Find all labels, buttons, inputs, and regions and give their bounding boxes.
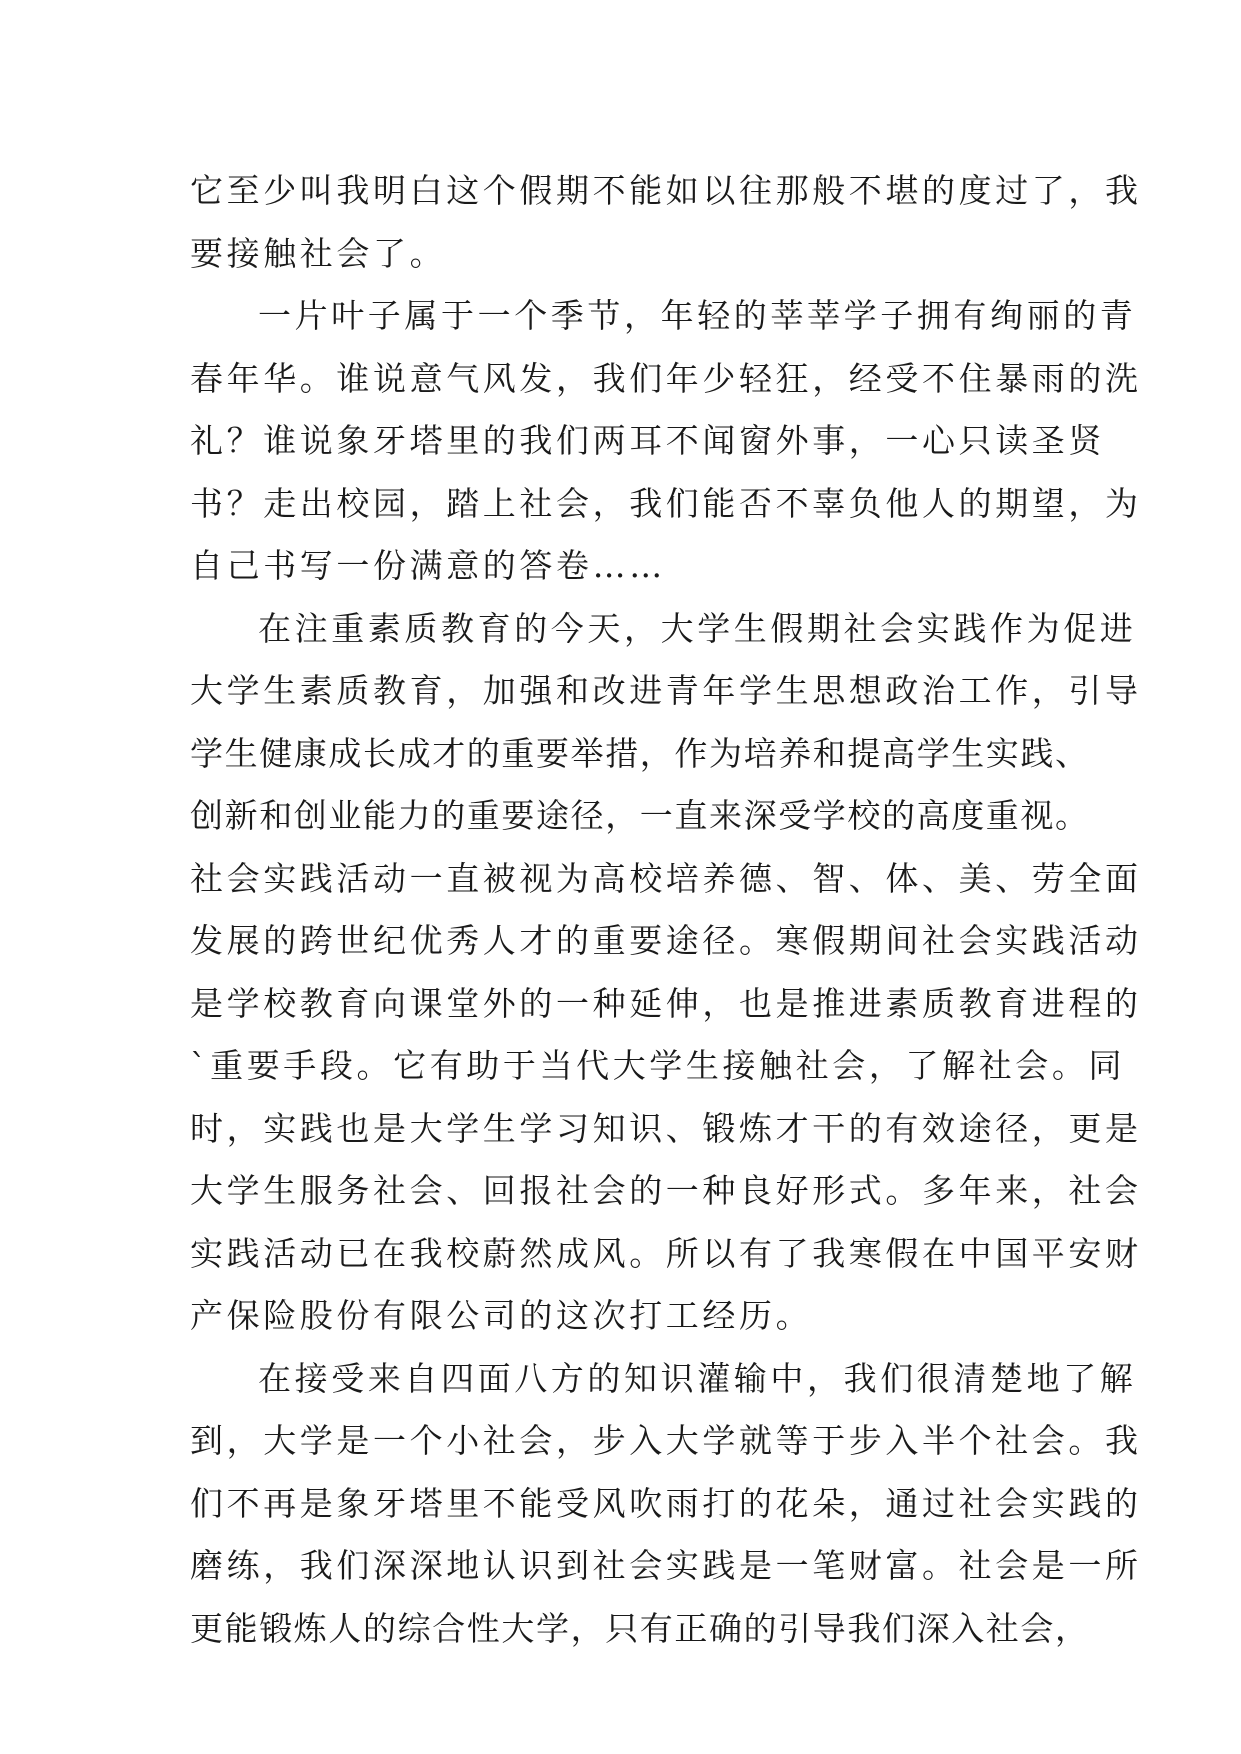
text-line-2: 要接触社会了。 (190, 233, 447, 273)
text-line-22: 们不再是象牙塔里不能受风吹雨打的花朵，通过社会实践的 (190, 1483, 1142, 1523)
text-line-11: 创新和创业能力的重要途径，一直来深受学校的高度重视。 (190, 796, 1090, 835)
text-line-17: 大学生服务社会、回报社会的一种良好形式。多年来，社会 (190, 1171, 1142, 1210)
text-line-23: 磨练，我们深深地认识到社会实践是一笔财富。社会是一所 (190, 1546, 1142, 1585)
text-line-15: `重要手段。它有助于当代大学生接触社会，了解社会。同 (190, 1046, 1126, 1085)
text-line-16: 时，实践也是大学生学习知识、锻炼才干的有效途径，更是 (190, 1108, 1142, 1148)
body-text (190, 160, 1142, 1660)
text-line-24: 更能锻炼人的综合性大学，只有正确的引导我们深入社会， (190, 1608, 1090, 1648)
text-line-14: 是学校教育向课堂外的一种延伸，也是推进素质教育进程的 (190, 983, 1142, 1023)
text-line-6: 书？走出校园，踏上社会，我们能否不辜负他人的期望，为 (190, 483, 1142, 523)
text-line-7: 自己书写一份满意的答卷…… (190, 546, 666, 585)
text-line-21: 到，大学是一个小社会，步入大学就等于步入半个社会。我 (190, 1421, 1142, 1460)
text-line-20: 在接受来自四面八方的知识灌输中，我们很清楚地了解 (258, 1358, 1137, 1398)
text-line-13: 发展的跨世纪优秀人才的重要途径。寒假期间社会实践活动 (190, 921, 1142, 960)
text-line-4: 春年华。谁说意气风发，我们年少轻狂，经受不住暴雨的洗 (190, 358, 1142, 398)
text-line-8: 在注重素质教育的今天，大学生假期社会实践作为促进 (258, 608, 1137, 648)
text-line-12: 社会实践活动一直被视为高校培养德、智、体、美、劳全面 (190, 858, 1142, 898)
text-line-3: 一片叶子属于一个季节，年轻的莘莘学子拥有绚丽的青 (258, 296, 1137, 335)
text-line-19: 产保险股份有限公司的这次打工经历。 (190, 1296, 813, 1335)
text-line-5: 礼？谁说象牙塔里的我们两耳不闻窗外事，一心只读圣贤 (190, 421, 1105, 460)
text-line-1: 它至少叫我明白这个假期不能如以往那般不堪的度过了，我 (190, 171, 1142, 210)
text-line-10: 学生健康成长成才的重要举措，作为培养和提高学生实践、 (190, 733, 1090, 773)
text-line-9: 大学生素质教育，加强和改进青年学生思想政治工作，引导 (190, 671, 1142, 710)
text-line-18: 实践活动已在我校蔚然成风。所以有了我寒假在中国平安财 (190, 1233, 1142, 1273)
